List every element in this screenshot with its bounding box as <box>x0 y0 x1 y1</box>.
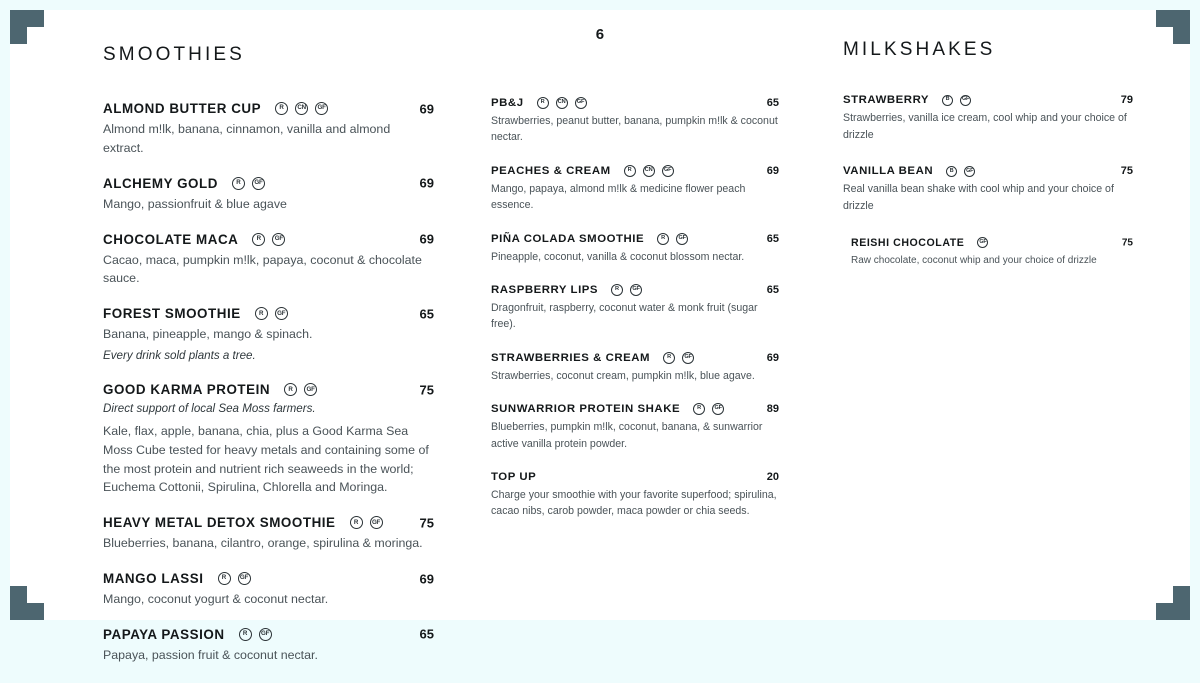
menu-item-header <box>103 627 434 642</box>
menu-item-name: STRAWBERRY <box>843 94 930 106</box>
dietary-badge-r-icon: R <box>232 177 245 190</box>
dietary-badge-gf-icon: GF <box>252 177 265 190</box>
menu-item-price: 69 <box>419 175 434 191</box>
menu-item-price: 65 <box>419 306 434 322</box>
menu-item-description: Raw chocolate, coconut whip and your choice of drizzle <box>851 254 1097 266</box>
dietary-badge-gf-icon: GF <box>272 233 285 246</box>
menu-item <box>491 284 779 333</box>
menu-item-name: RASPBERRY LIPS <box>491 284 599 297</box>
menu-item <box>491 352 779 384</box>
menu-item <box>103 176 434 214</box>
menu-item <box>491 403 779 452</box>
dietary-badge-gf-icon: GF <box>676 233 688 245</box>
menu-item-header <box>103 101 434 116</box>
dietary-badge-group <box>350 516 383 529</box>
menu-item-header <box>103 515 434 530</box>
dietary-badge-gf-icon: GF <box>315 102 328 115</box>
dietary-badge-group <box>663 352 694 364</box>
menu-item-description: Dragonfruit, raspberry, coconut water & monk fruit (sugar free). <box>491 302 758 331</box>
menu-item-list-left <box>103 101 434 683</box>
dietary-badge-cn-icon: CN <box>295 102 308 115</box>
menu-item-header <box>103 232 434 247</box>
menu-item <box>103 515 434 553</box>
menu-item-description: Kale, flax, apple, banana, chia, plus a Good Karma Sea Moss Cube tested for heavy metals and containing some of the most protein and nutrient rich seaweeds in the world; Euchema Cottonii, Spirulina, Chlorella and Moringa. <box>103 423 429 495</box>
menu-item-header <box>491 284 779 296</box>
menu-item-price: 69 <box>419 101 434 116</box>
dietary-badge-r-icon: R <box>275 102 288 115</box>
dietary-badge-group <box>255 307 288 320</box>
menu-item-header <box>491 403 779 415</box>
menu-item <box>491 97 779 146</box>
menu-item-name: FOREST SMOOTHIE <box>103 306 241 322</box>
section-title-smoothies: SMOOTHIES <box>103 44 245 65</box>
menu-item-header <box>103 382 434 397</box>
menu-item-header <box>491 352 779 364</box>
menu-page <box>10 10 1190 662</box>
dietary-badge-gf-icon: GF <box>977 237 988 248</box>
menu-item-name: CHOCOLATE MACA <box>103 231 239 247</box>
menu-item-price: 79 <box>1120 94 1133 106</box>
menu-item-name: PB&J <box>491 97 524 109</box>
menu-item-header <box>491 471 779 483</box>
menu-item-name: SUNWARRIOR PROTEIN SHAKE <box>491 403 681 416</box>
dietary-badge-group <box>657 233 688 245</box>
menu-item-price: 20 <box>766 471 779 484</box>
dietary-badge-group <box>218 572 251 585</box>
menu-item-note: Direct support of local Sea Moss farmers. <box>103 402 316 416</box>
menu-item-name: VANILLA BEAN <box>843 165 934 178</box>
menu-item <box>491 165 779 214</box>
dietary-badge-r-icon: R <box>611 284 623 296</box>
menu-item-description: Mango, passionfruit & blue agave <box>103 196 287 211</box>
menu-item-price: 75 <box>1121 237 1133 249</box>
menu-item-list-middle <box>491 97 779 539</box>
menu-item-price: 65 <box>766 284 779 297</box>
menu-item-name: ALMOND BUTTER CUP <box>103 101 262 116</box>
menu-item-name: STRAWBERRIES & CREAM <box>491 351 651 364</box>
dietary-badge-gf-icon: GF <box>712 403 724 415</box>
section-title-milkshakes: MILKSHAKES <box>843 39 996 60</box>
menu-item-list-right <box>843 94 1133 291</box>
menu-item-header <box>851 237 1133 249</box>
menu-item-description: Almond m!lk, banana, cinnamon, vanilla and almond extract. <box>103 122 391 155</box>
menu-item-price: 65 <box>766 97 779 109</box>
menu-item-header <box>843 165 1133 177</box>
menu-item-price: 69 <box>766 351 779 364</box>
menu-item <box>103 627 434 665</box>
dietary-badge-gf-icon: GF <box>964 166 975 177</box>
dietary-badge-r-icon: R <box>537 97 549 109</box>
menu-item-header <box>103 306 434 321</box>
dietary-badge-group <box>284 383 317 396</box>
menu-item-name: TOP UP <box>491 471 537 484</box>
menu-item-description: Blueberries, banana, cilantro, orange, spirulina & moringa. <box>103 536 423 551</box>
menu-item-description: Charge your smoothie with your favorite superfood; spirulina, cacao nibs, carob powder, maca powder or chia seeds. <box>491 489 777 518</box>
menu-item-price: 69 <box>419 231 434 247</box>
menu-item-price: 75 <box>1120 165 1133 178</box>
dietary-badge-group <box>252 233 285 246</box>
dietary-badge-gf-icon: GF <box>630 284 642 296</box>
crop-mark-bottom-left-icon <box>10 586 44 620</box>
dietary-badge-gf-icon: GF <box>304 383 317 396</box>
dietary-badge-r-icon: R <box>350 516 363 529</box>
dietary-badge-cn-icon: CN <box>556 97 568 109</box>
crop-mark-top-right-icon <box>1156 10 1190 44</box>
menu-item-description: Mango, coconut yogurt & coconut nectar. <box>103 592 329 607</box>
menu-item-price: 65 <box>419 626 434 642</box>
menu-item-header <box>103 176 434 191</box>
menu-item-description: Banana, pineapple, mango & spinach. <box>103 327 313 342</box>
dietary-badge-group <box>977 237 988 248</box>
dietary-badge-group <box>232 177 265 190</box>
dietary-badge-gf-icon: GF <box>682 352 694 364</box>
menu-item-description: Mango, papaya, almond m!lk & medicine flower peach essence. <box>491 182 746 212</box>
menu-item-name: PAPAYA PASSION <box>103 626 225 642</box>
dietary-badge-b-icon: B <box>942 95 953 106</box>
menu-item-description: Papaya, passion fruit & coconut nectar. <box>103 647 318 662</box>
menu-item-price: 89 <box>766 403 779 416</box>
dietary-badge-b-icon: B <box>946 166 957 177</box>
menu-item-description: Strawberries, peanut butter, banana, pumpkin m!lk & coconut nectar. <box>491 115 778 144</box>
dietary-badge-gf-icon: GF <box>275 307 288 320</box>
dietary-badge-r-icon: R <box>624 165 636 177</box>
dietary-badge-group <box>624 165 674 177</box>
menu-columns <box>10 10 1190 662</box>
menu-item-name: REISHI CHOCOLATE <box>851 236 965 249</box>
menu-item <box>103 382 434 497</box>
dietary-badge-group <box>537 97 587 109</box>
dietary-badge-gf-icon: GF <box>662 165 674 177</box>
menu-item <box>491 471 779 520</box>
menu-item <box>103 232 434 289</box>
menu-item-header <box>491 97 779 109</box>
dietary-badge-group <box>611 284 642 296</box>
menu-item-price: 75 <box>419 515 434 531</box>
dietary-badge-cn-icon: CN <box>643 165 655 177</box>
menu-item-header <box>103 571 434 586</box>
dietary-badge-gf-icon: GF <box>960 95 971 106</box>
dietary-badge-gf-icon: GF <box>259 628 272 641</box>
menu-item-description: Real vanilla bean shake with cool whip and your choice of drizzle <box>843 183 1114 213</box>
menu-item-name: PIÑA COLADA SMOOTHIE <box>491 232 645 245</box>
menu-item <box>843 165 1133 214</box>
menu-item-description: Blueberries, pumpkin m!lk, coconut, banana, & sunwarrior active vanilla protein powder. <box>491 421 763 450</box>
menu-item-price: 65 <box>766 232 779 245</box>
dietary-badge-r-icon: R <box>663 352 675 364</box>
menu-item-name: GOOD KARMA PROTEIN <box>103 382 271 398</box>
menu-item <box>103 101 434 158</box>
menu-item-note: Every drink sold plants a tree. <box>103 349 256 363</box>
crop-mark-bottom-right-icon <box>1156 586 1190 620</box>
menu-item <box>103 571 434 609</box>
dietary-badge-gf-icon: GF <box>238 572 251 585</box>
menu-item-name: HEAVY METAL DETOX SMOOTHIE <box>103 515 336 531</box>
dietary-badge-group <box>946 166 975 177</box>
dietary-badge-group <box>693 403 724 415</box>
page-number: 6 <box>595 26 605 43</box>
menu-item-name: ALCHEMY GOLD <box>103 175 218 191</box>
dietary-badge-gf-icon: GF <box>575 97 587 109</box>
dietary-badge-group <box>275 102 328 115</box>
dietary-badge-r-icon: R <box>284 383 297 396</box>
menu-item-price: 75 <box>419 382 434 398</box>
crop-mark-top-left-icon <box>10 10 44 44</box>
menu-item <box>843 237 1133 269</box>
menu-item-name: MANGO LASSI <box>103 571 204 587</box>
menu-item-price: 69 <box>419 571 434 587</box>
dietary-badge-r-icon: R <box>252 233 265 246</box>
menu-item-name: PEACHES & CREAM <box>491 164 611 177</box>
menu-item-header <box>491 165 779 177</box>
menu-item-price: 69 <box>766 164 779 177</box>
dietary-badge-r-icon: R <box>239 628 252 641</box>
menu-item <box>491 233 779 265</box>
dietary-badge-r-icon: R <box>693 403 705 415</box>
dietary-badge-r-icon: R <box>657 233 669 245</box>
dietary-badge-r-icon: R <box>218 572 231 585</box>
dietary-badge-group <box>942 95 971 106</box>
menu-item-description: Strawberries, vanilla ice cream, cool whip and your choice of drizzle <box>843 112 1127 141</box>
menu-item-description: Pineapple, coconut, vanilla & coconut blossom nectar. <box>491 250 745 263</box>
dietary-badge-gf-icon: GF <box>370 516 383 529</box>
dietary-badge-r-icon: R <box>255 307 268 320</box>
menu-item <box>103 306 434 364</box>
menu-item-description: Cacao, maca, pumpkin m!lk, papaya, coconut & chocolate sauce. <box>103 252 422 286</box>
menu-item <box>843 94 1133 143</box>
menu-item-header <box>491 233 779 245</box>
menu-item-description: Strawberries, coconut cream, pumpkin m!lk, blue agave. <box>491 369 755 382</box>
menu-item-header <box>843 94 1133 106</box>
